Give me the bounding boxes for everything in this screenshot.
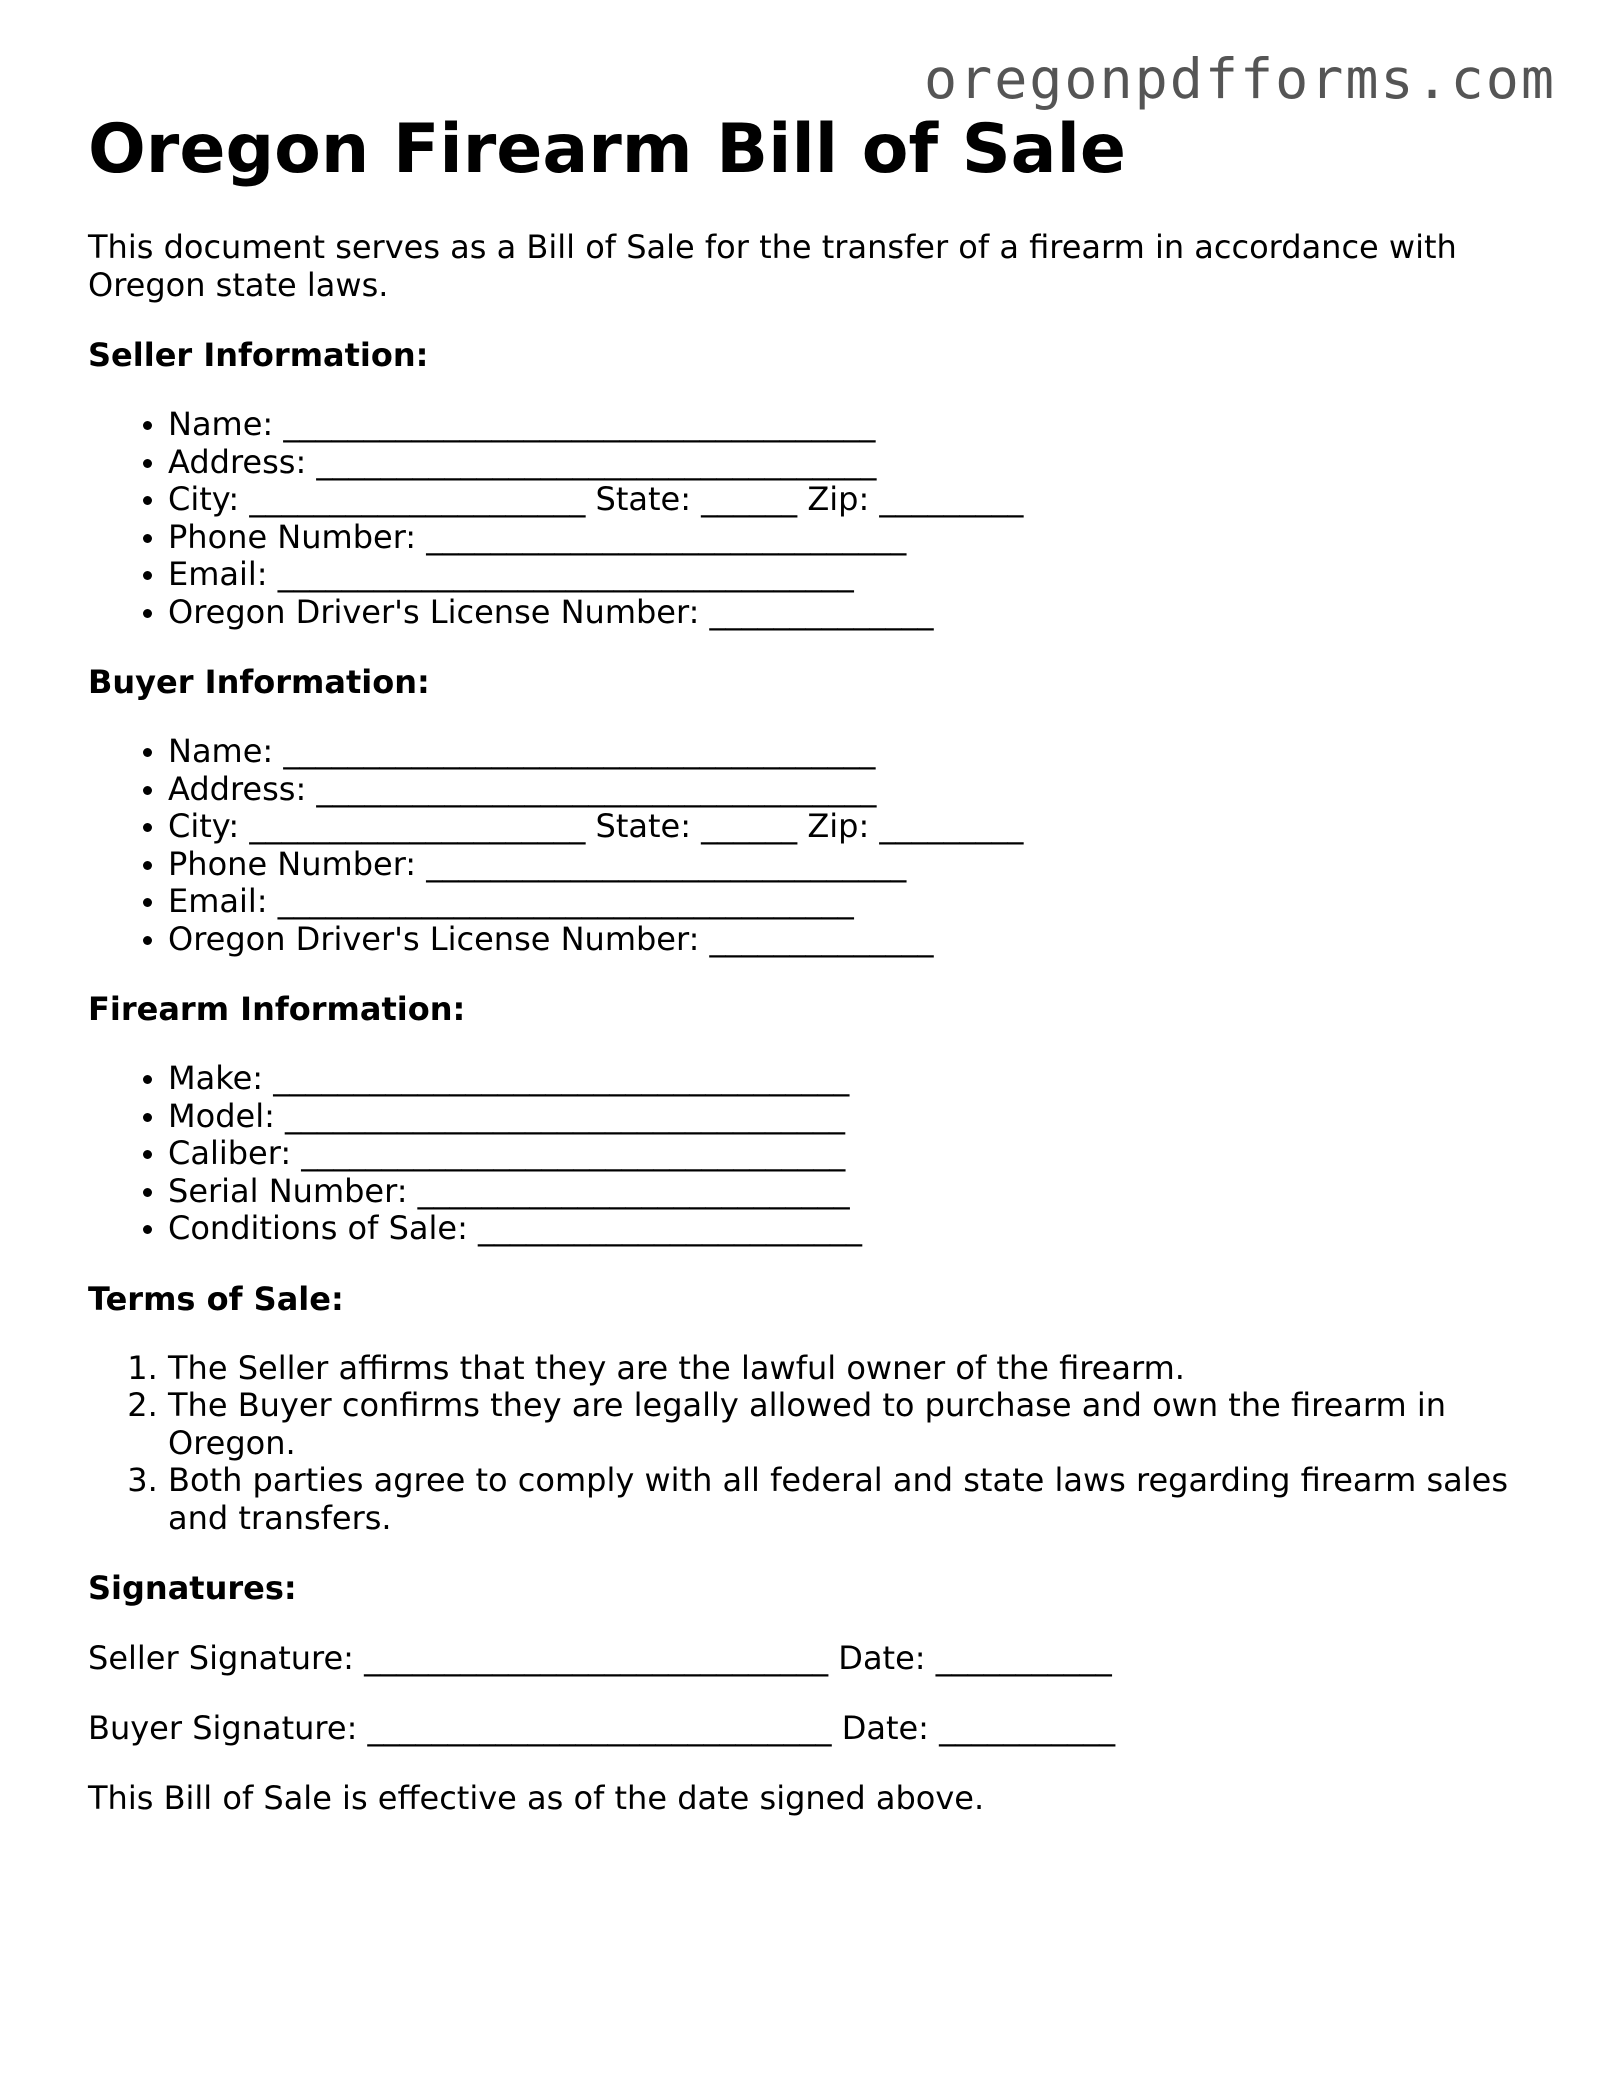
- watermark: oregonpdfforms.com: [923, 47, 1556, 111]
- terms-item: 3. Both parties agree to comply with all federal and state laws regarding firearm sales and transfers.: [168, 1462, 1528, 1537]
- buyer-phone-field[interactable]: • Phone Number: ______________________________: [168, 846, 1528, 884]
- signatures-heading: Signatures:: [88, 1569, 297, 1607]
- firearm-conditions-field[interactable]: • Conditions of Sale: ________________________: [168, 1210, 1528, 1248]
- buyer-address-field[interactable]: • Address: ___________________________________: [168, 771, 1528, 809]
- firearm-make-field[interactable]: • Make: ____________________________________: [168, 1060, 1528, 1098]
- firearm-model-field[interactable]: • Model: ___________________________________: [168, 1098, 1528, 1136]
- terms-item: 2. The Buyer confirms they are legally allowed to purchase and own the firearm in Oregon.: [168, 1387, 1528, 1462]
- firearm-serial-field[interactable]: • Serial Number: ___________________________: [168, 1173, 1528, 1211]
- seller-name-field[interactable]: • Name: _____________________________________: [168, 406, 1528, 444]
- page-title: Oregon Firearm Bill of Sale: [88, 110, 1126, 189]
- buyer-heading: Buyer Information:: [88, 663, 430, 701]
- buyer-name-field[interactable]: • Name: _____________________________________: [168, 733, 1528, 771]
- firearm-heading: Firearm Information:: [88, 990, 466, 1028]
- seller-signature-line[interactable]: Seller Signature: _____________________________ Date: ___________: [88, 1639, 1112, 1677]
- seller-phone-field[interactable]: • Phone Number: ______________________________: [168, 519, 1528, 557]
- buyer-license-field[interactable]: • Oregon Driver's License Number: ______________: [168, 921, 1528, 959]
- terms-list: [88, 1350, 1528, 1538]
- seller-email-field[interactable]: • Email: ____________________________________: [168, 556, 1528, 594]
- firearm-caliber-field[interactable]: • Caliber: __________________________________: [168, 1135, 1528, 1173]
- seller-heading: Seller Information:: [88, 336, 429, 374]
- seller-license-field[interactable]: • Oregon Driver's License Number: ______________: [168, 594, 1528, 632]
- buyer-fields: [88, 733, 1528, 958]
- buyer-email-field[interactable]: • Email: ____________________________________: [168, 883, 1528, 921]
- document-body: [88, 108, 1528, 1817]
- firearm-fields: [88, 1060, 1528, 1248]
- closing-statement: This Bill of Sale is effective as of the date signed above.: [88, 1779, 985, 1817]
- buyer-city-state-zip-field[interactable]: • City: _____________________ State: ______ Zip: _________: [168, 808, 1528, 846]
- seller-fields: [88, 406, 1528, 631]
- seller-address-field[interactable]: • Address: ___________________________________: [168, 444, 1528, 482]
- buyer-signature-line[interactable]: Buyer Signature: _____________________________ Date: ___________: [88, 1709, 1116, 1747]
- intro-paragraph: This document serves as a Bill of Sale for the transfer of a firearm in accordance with Oregon state laws.: [88, 228, 1457, 304]
- terms-item: 1. The Seller affirms that they are the lawful owner of the firearm.: [168, 1350, 1528, 1388]
- terms-heading: Terms of Sale:: [88, 1279, 344, 1318]
- seller-city-state-zip-field[interactable]: • City: _____________________ State: ______ Zip: _________: [168, 481, 1528, 519]
